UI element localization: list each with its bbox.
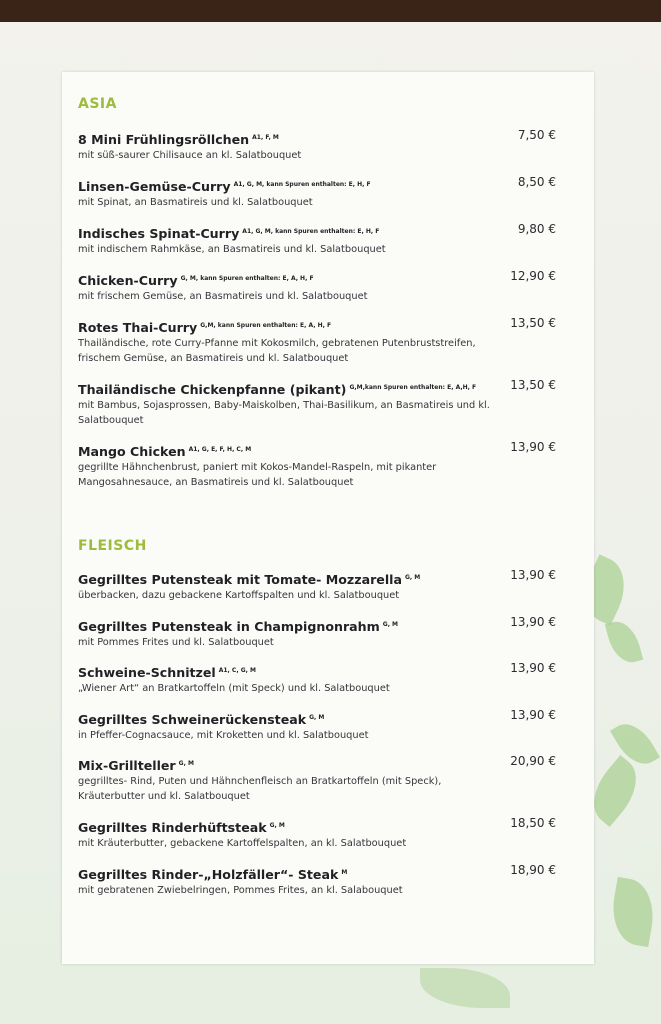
- item-name: Schweine-Schnitzel $^{A1, C, G, M}$: [78, 665, 256, 680]
- allergen-codes: G, M: [382, 621, 399, 628]
- item-description: mit frischem Gemüse, an Basmatireis und kl. Salatbouquet: [78, 291, 368, 302]
- allergen-codes: G, M: [404, 574, 421, 581]
- menu-item: [78, 756, 582, 804]
- section-title-fleisch: FLEISCH: [78, 538, 147, 554]
- item-description: mit indischem Rahmkäse, an Basmatireis und kl. Salatbouquet: [78, 244, 386, 255]
- item-name: Mango Chicken $^{A1, G, E, F, H, C, M}$: [78, 444, 252, 459]
- item-price: 13,90 €: [510, 661, 556, 675]
- menu-item: [78, 271, 582, 304]
- allergen-codes: A1, G, M, kann Spuren enthalten: E, H, F: [242, 228, 380, 235]
- item-price: 13,50 €: [510, 378, 556, 392]
- section-title-asia: ASIA: [78, 96, 117, 112]
- item-name: Thailändische Chickenpfanne (pikant) $^{G,M,kann Spuren enthalten: E, A,H, F}$: [78, 382, 477, 397]
- menu-item: [78, 130, 582, 163]
- menu-item: [78, 380, 582, 428]
- item-price: 13,90 €: [510, 708, 556, 722]
- menu-item: [78, 177, 582, 210]
- item-description: „Wiener Art“ an Bratkartoffeln (mit Speck) und kl. Salatbouquet: [78, 683, 390, 694]
- item-price: 20,90 €: [510, 754, 556, 768]
- item-name: Mix-Grillteller $^{G, M}$: [78, 758, 194, 773]
- allergen-codes: A1, G, E, F, H, C, M: [188, 446, 252, 453]
- item-price: 9,80 €: [517, 222, 556, 236]
- allergen-codes: G,M,kann Spuren enthalten: E, A,H, F: [349, 384, 477, 391]
- allergen-codes: A1, G, M, kann Spuren enthalten: E, H, F: [233, 181, 371, 188]
- item-description: mit süß-saurer Chilisauce an kl. Salatbouquet: [78, 150, 302, 161]
- item-name: 8 Mini Frühlingsröllchen $^{A1, F, M}$: [78, 132, 279, 147]
- item-price: 8,50 €: [517, 175, 556, 189]
- allergen-codes: A1, F, M: [252, 134, 279, 141]
- item-description: mit Pommes Frites und kl. Salatbouquet: [78, 637, 274, 648]
- allergen-codes: G, M: [269, 822, 285, 829]
- allergen-codes: G,M, kann Spuren enthalten: E, A, H, F: [200, 322, 332, 329]
- item-price: 13,90 €: [510, 568, 556, 582]
- menu-item: [78, 224, 582, 257]
- item-description: mit Spinat, an Basmatireis und kl. Salatbouquet: [78, 197, 313, 208]
- item-description: in Pfeffer-Cognacsauce, mit Kroketten und kl. Salatbouquet: [78, 730, 369, 741]
- item-name: Gegrilltes Rinder-„Holzfäller“- Steak $^M$: [78, 867, 348, 882]
- menu-item: [78, 818, 582, 851]
- item-description: überbacken, dazu gebackene Kartoffspalten und kl. Salatbouquet: [78, 590, 400, 601]
- menu-item: [78, 442, 582, 490]
- item-price: 13,90 €: [510, 440, 556, 454]
- item-name: Gegrilltes Schweinerückensteak $^{G, M}$: [78, 712, 325, 727]
- allergen-codes: M: [341, 869, 348, 876]
- menu-item: [78, 318, 582, 366]
- item-description: mit Bambus, Sojasprossen, Baby-Maiskolben, Thai-Basilikum, an Basmatireis und kl. Salatbouquet: [78, 400, 490, 426]
- item-price: 18,90 €: [510, 863, 556, 877]
- item-description: gegrillte Hähnchenbrust, paniert mit Kokos-Mandel-Raspeln, mit pikanter Mangosahnesauce, an Basmatireis und kl. Salatbouquet: [78, 462, 437, 488]
- allergen-codes: G, M, kann Spuren enthalten: E, A, H, F: [180, 275, 314, 282]
- item-description: gegrilltes- Rind, Puten und Hähnchenfleisch an Bratkartoffeln (mit Speck), Kräuterbutter und kl. Salatbouquet: [78, 776, 442, 802]
- menu-page: [62, 72, 594, 964]
- menu-item: [78, 710, 582, 743]
- allergen-codes: G, M: [178, 760, 194, 767]
- item-price: 18,50 €: [510, 816, 556, 830]
- item-name: Gegrilltes Rinderhüftsteak $^{G, M}$: [78, 820, 285, 835]
- item-description: mit gebratenen Zwiebelringen, Pommes Frites, an kl. Salabouquet: [78, 885, 403, 896]
- item-name: Gegrilltes Putensteak mit Tomate- Mozzarella $^{G, M}$: [78, 572, 421, 587]
- item-name: Linsen-Gemüse-Curry $^{A1, G, M, kann Spuren enthalten: E, H, F}$: [78, 179, 371, 194]
- item-price: 7,50 €: [517, 128, 556, 142]
- item-description: Thailändische, rote Curry-Pfanne mit Kokosmilch, gebratenen Putenbruststreifen, frischem Gemüse, an Basmatireis und kl. Salatbouquet: [78, 338, 476, 364]
- menu-item: [78, 865, 582, 898]
- menu-item: [78, 663, 582, 696]
- item-description: mit Kräuterbutter, gebackene Kartoffelspalten, an kl. Salatbouquet: [78, 838, 407, 849]
- item-name: Rotes Thai-Curry $^{G,M, kann Spuren enthalten: E, A, H, F}$: [78, 320, 332, 335]
- menu-item: [78, 617, 582, 650]
- item-name: Gegrilltes Putensteak in Champignonrahm $^{G, M}$: [78, 619, 399, 634]
- item-price: 13,90 €: [510, 615, 556, 629]
- menu-item: [78, 570, 582, 603]
- item-name: Indisches Spinat-Curry $^{A1, G, M, kann Spuren enthalten: E, H, F}$: [78, 226, 380, 241]
- item-name: Chicken-Curry $^{G, M, kann Spuren enthalten: E, A, H, F}$: [78, 273, 314, 288]
- item-price: 12,90 €: [510, 269, 556, 283]
- table-edge: [0, 0, 661, 22]
- item-price: 13,50 €: [510, 316, 556, 330]
- allergen-codes: A1, C, G, M: [218, 667, 256, 674]
- allergen-codes: G, M: [309, 714, 325, 721]
